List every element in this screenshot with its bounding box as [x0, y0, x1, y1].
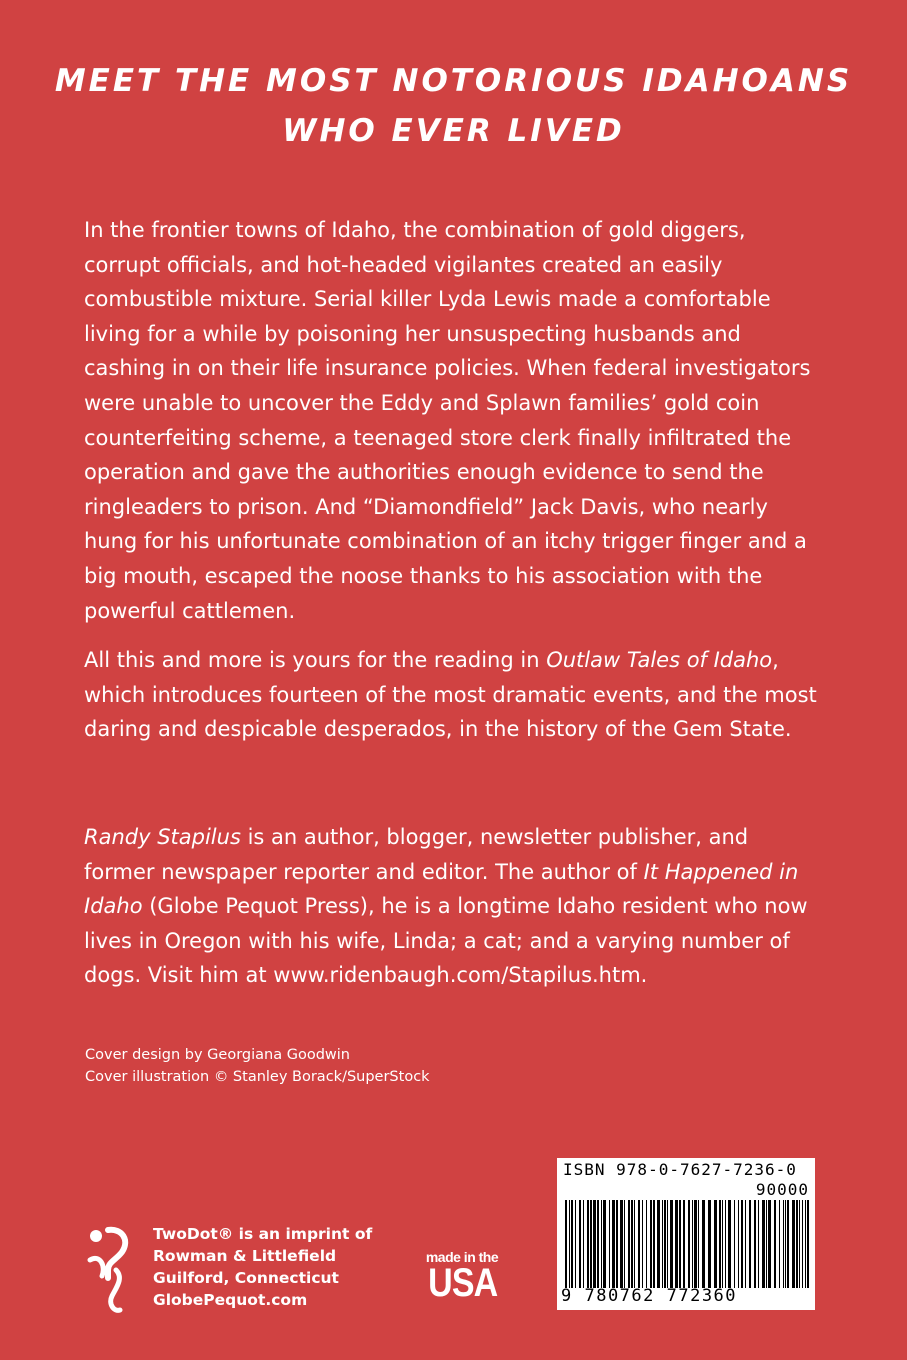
- barcode-bar: [758, 1200, 759, 1288]
- barcode-bar: [783, 1200, 784, 1288]
- imprint-line-2: Rowman & Littlefield: [153, 1247, 337, 1265]
- usa-text: USA: [428, 1261, 498, 1305]
- imprint-line-4: GlobePequot.com: [153, 1291, 308, 1309]
- summary-paragraph: [84, 643, 824, 747]
- barcode-bar: [670, 1200, 673, 1288]
- barcode-bar: [787, 1200, 789, 1288]
- barcode-bar: [638, 1200, 640, 1288]
- description-paragraph: In the frontier towns of Idaho, the combination of gold diggers, corrupt officials, and hot-headed vigilantes created an easily combustible mixture. Serial killer Lyda Lewis made a comfortable living for a while by poisoning her unsuspecting husbands and cashing in on their life insurance policies. When federal investigators were unable to uncover the Eddy and Splawn families’ gold coin counterfeiting scheme, a teenaged store clerk finally infiltrated the operation and gave the authorities enough evidence to send the ringleaders to prison. And “Diamondfield” Jack Davis, who nearly hung for his unfortunate combination of an itchy trigger finger and a big mouth, escaped the noose thanks to his association with the powerful cattlemen.: [84, 218, 811, 623]
- made-in-text: made in the: [425, 1249, 499, 1265]
- author-bio: [84, 820, 824, 993]
- barcode-bar: [792, 1200, 795, 1288]
- barcode-bar: [702, 1200, 705, 1288]
- barcode-bar: [593, 1200, 596, 1288]
- barcode-bar: [642, 1200, 643, 1288]
- barcode-bar: [802, 1200, 803, 1288]
- barcode-bar: [745, 1200, 746, 1288]
- made-in-usa-badge: [422, 1249, 502, 1305]
- barcode-bar: [688, 1200, 690, 1288]
- bio-text-2: (Globe Pequot Press), he is a longtime Idaho resident who now lives in Oregon with his wife, Linda; a cat; and a varying number of dogs. Visit him at www.ridenbaugh.com/Stapilus.htm.: [84, 894, 808, 988]
- barcode-bar: [698, 1200, 699, 1288]
- barcode-bar: [728, 1200, 731, 1288]
- headline: [0, 56, 907, 156]
- barcode-digits: 9 780762 772360: [561, 1286, 738, 1306]
- other-book-title: It Happened in Idaho: [84, 859, 799, 919]
- book-title: Outlaw Tales of Idaho: [546, 648, 773, 672]
- barcode-bar: [575, 1200, 576, 1288]
- barcode-bar: [667, 1200, 668, 1288]
- cover-illustration-credit: Cover illustration © Stanley Borack/SuperStock: [85, 1069, 430, 1085]
- price-code: 90000: [755, 1180, 809, 1199]
- barcode-bar: [609, 1200, 610, 1288]
- barcode-bar: [796, 1200, 798, 1288]
- publisher-imprint: [153, 1223, 372, 1311]
- author-name: Randy Stapilus: [84, 825, 241, 849]
- barcode-bar: [662, 1200, 663, 1288]
- barcode-bar: [714, 1200, 717, 1288]
- barcode-bar: [807, 1200, 809, 1288]
- barcode-bar: [738, 1200, 739, 1288]
- barcode-bar: [603, 1200, 606, 1288]
- barcode-bar: [650, 1200, 652, 1288]
- barcode-bar: [768, 1200, 771, 1288]
- barcode-bar: [620, 1200, 623, 1288]
- barcode-bar: [679, 1200, 681, 1288]
- barcode-bar: [692, 1200, 693, 1288]
- barcode-bar: [741, 1200, 743, 1288]
- barcode-bar: [597, 1200, 599, 1288]
- barcode-bar: [587, 1200, 589, 1288]
- barcode-bar: [719, 1200, 721, 1288]
- barcode-bar: [722, 1200, 723, 1288]
- twodot-logo-icon: [86, 1226, 132, 1316]
- isbn-text: ISBN 978-0-7627-7236-0: [563, 1160, 797, 1179]
- cover-design-credit: Cover design by Georgiana Goodwin: [85, 1047, 350, 1063]
- summary-text-start: All this and more is yours for the reading in: [84, 648, 547, 672]
- barcode-bar: [565, 1200, 567, 1288]
- barcode-bar: [571, 1200, 573, 1288]
- barcode-bar: [779, 1200, 780, 1288]
- barcode-bar: [628, 1200, 630, 1288]
- barcode-icon: [565, 1200, 809, 1288]
- headline-line-1: MEET THE MOST NOTORIOUS IDAHOANS: [54, 63, 853, 99]
- barcode-bar: [762, 1200, 765, 1288]
- barcode-bar: [708, 1200, 711, 1288]
- barcode-bar: [601, 1200, 602, 1288]
- barcode-bar: [616, 1200, 618, 1288]
- barcode-bar: [624, 1200, 625, 1288]
- barcode-bar: [634, 1200, 635, 1288]
- barcode-bar: [590, 1200, 592, 1288]
- barcode-bar: [694, 1200, 697, 1288]
- imprint-line-3: Guilford, Connecticut: [153, 1269, 339, 1287]
- summary-text-end: , which introduces fourteen of the most dramatic events, and the most daring and despicable desperados, in the history of the Gem State.: [84, 648, 817, 742]
- barcode-bar: [653, 1200, 655, 1288]
- barcode-bar: [664, 1200, 666, 1288]
- barcode-bar: [766, 1200, 767, 1288]
- barcode-bar: [675, 1200, 678, 1288]
- barcode-bar: [725, 1200, 726, 1288]
- barcode-bar: [657, 1200, 660, 1288]
- barcode-bar: [646, 1200, 647, 1288]
- barcode-bar: [805, 1200, 806, 1288]
- barcode-bar: [683, 1200, 685, 1288]
- barcode-bar: [734, 1200, 735, 1288]
- barcode-bar: [631, 1200, 633, 1288]
- bio-text-1: is an author, blogger, newsletter publisher, and former newspaper reporter and editor. The author of: [84, 825, 749, 884]
- barcode-bar: [785, 1200, 786, 1288]
- barcode-bar: [579, 1200, 581, 1288]
- barcode-bar: [583, 1200, 584, 1288]
- barcode-bar: [749, 1200, 751, 1288]
- barcode-bar: [799, 1200, 800, 1288]
- barcode-bar: [612, 1200, 615, 1288]
- barcode-bar: [774, 1200, 776, 1288]
- barcode-box: [557, 1158, 815, 1310]
- barcode-bar: [569, 1200, 570, 1288]
- imprint-line-1: TwoDot® is an imprint of: [153, 1225, 373, 1243]
- cover-credits: [85, 1044, 430, 1088]
- headline-line-2: WHO EVER LIVED: [282, 113, 625, 149]
- barcode-bar: [754, 1200, 756, 1288]
